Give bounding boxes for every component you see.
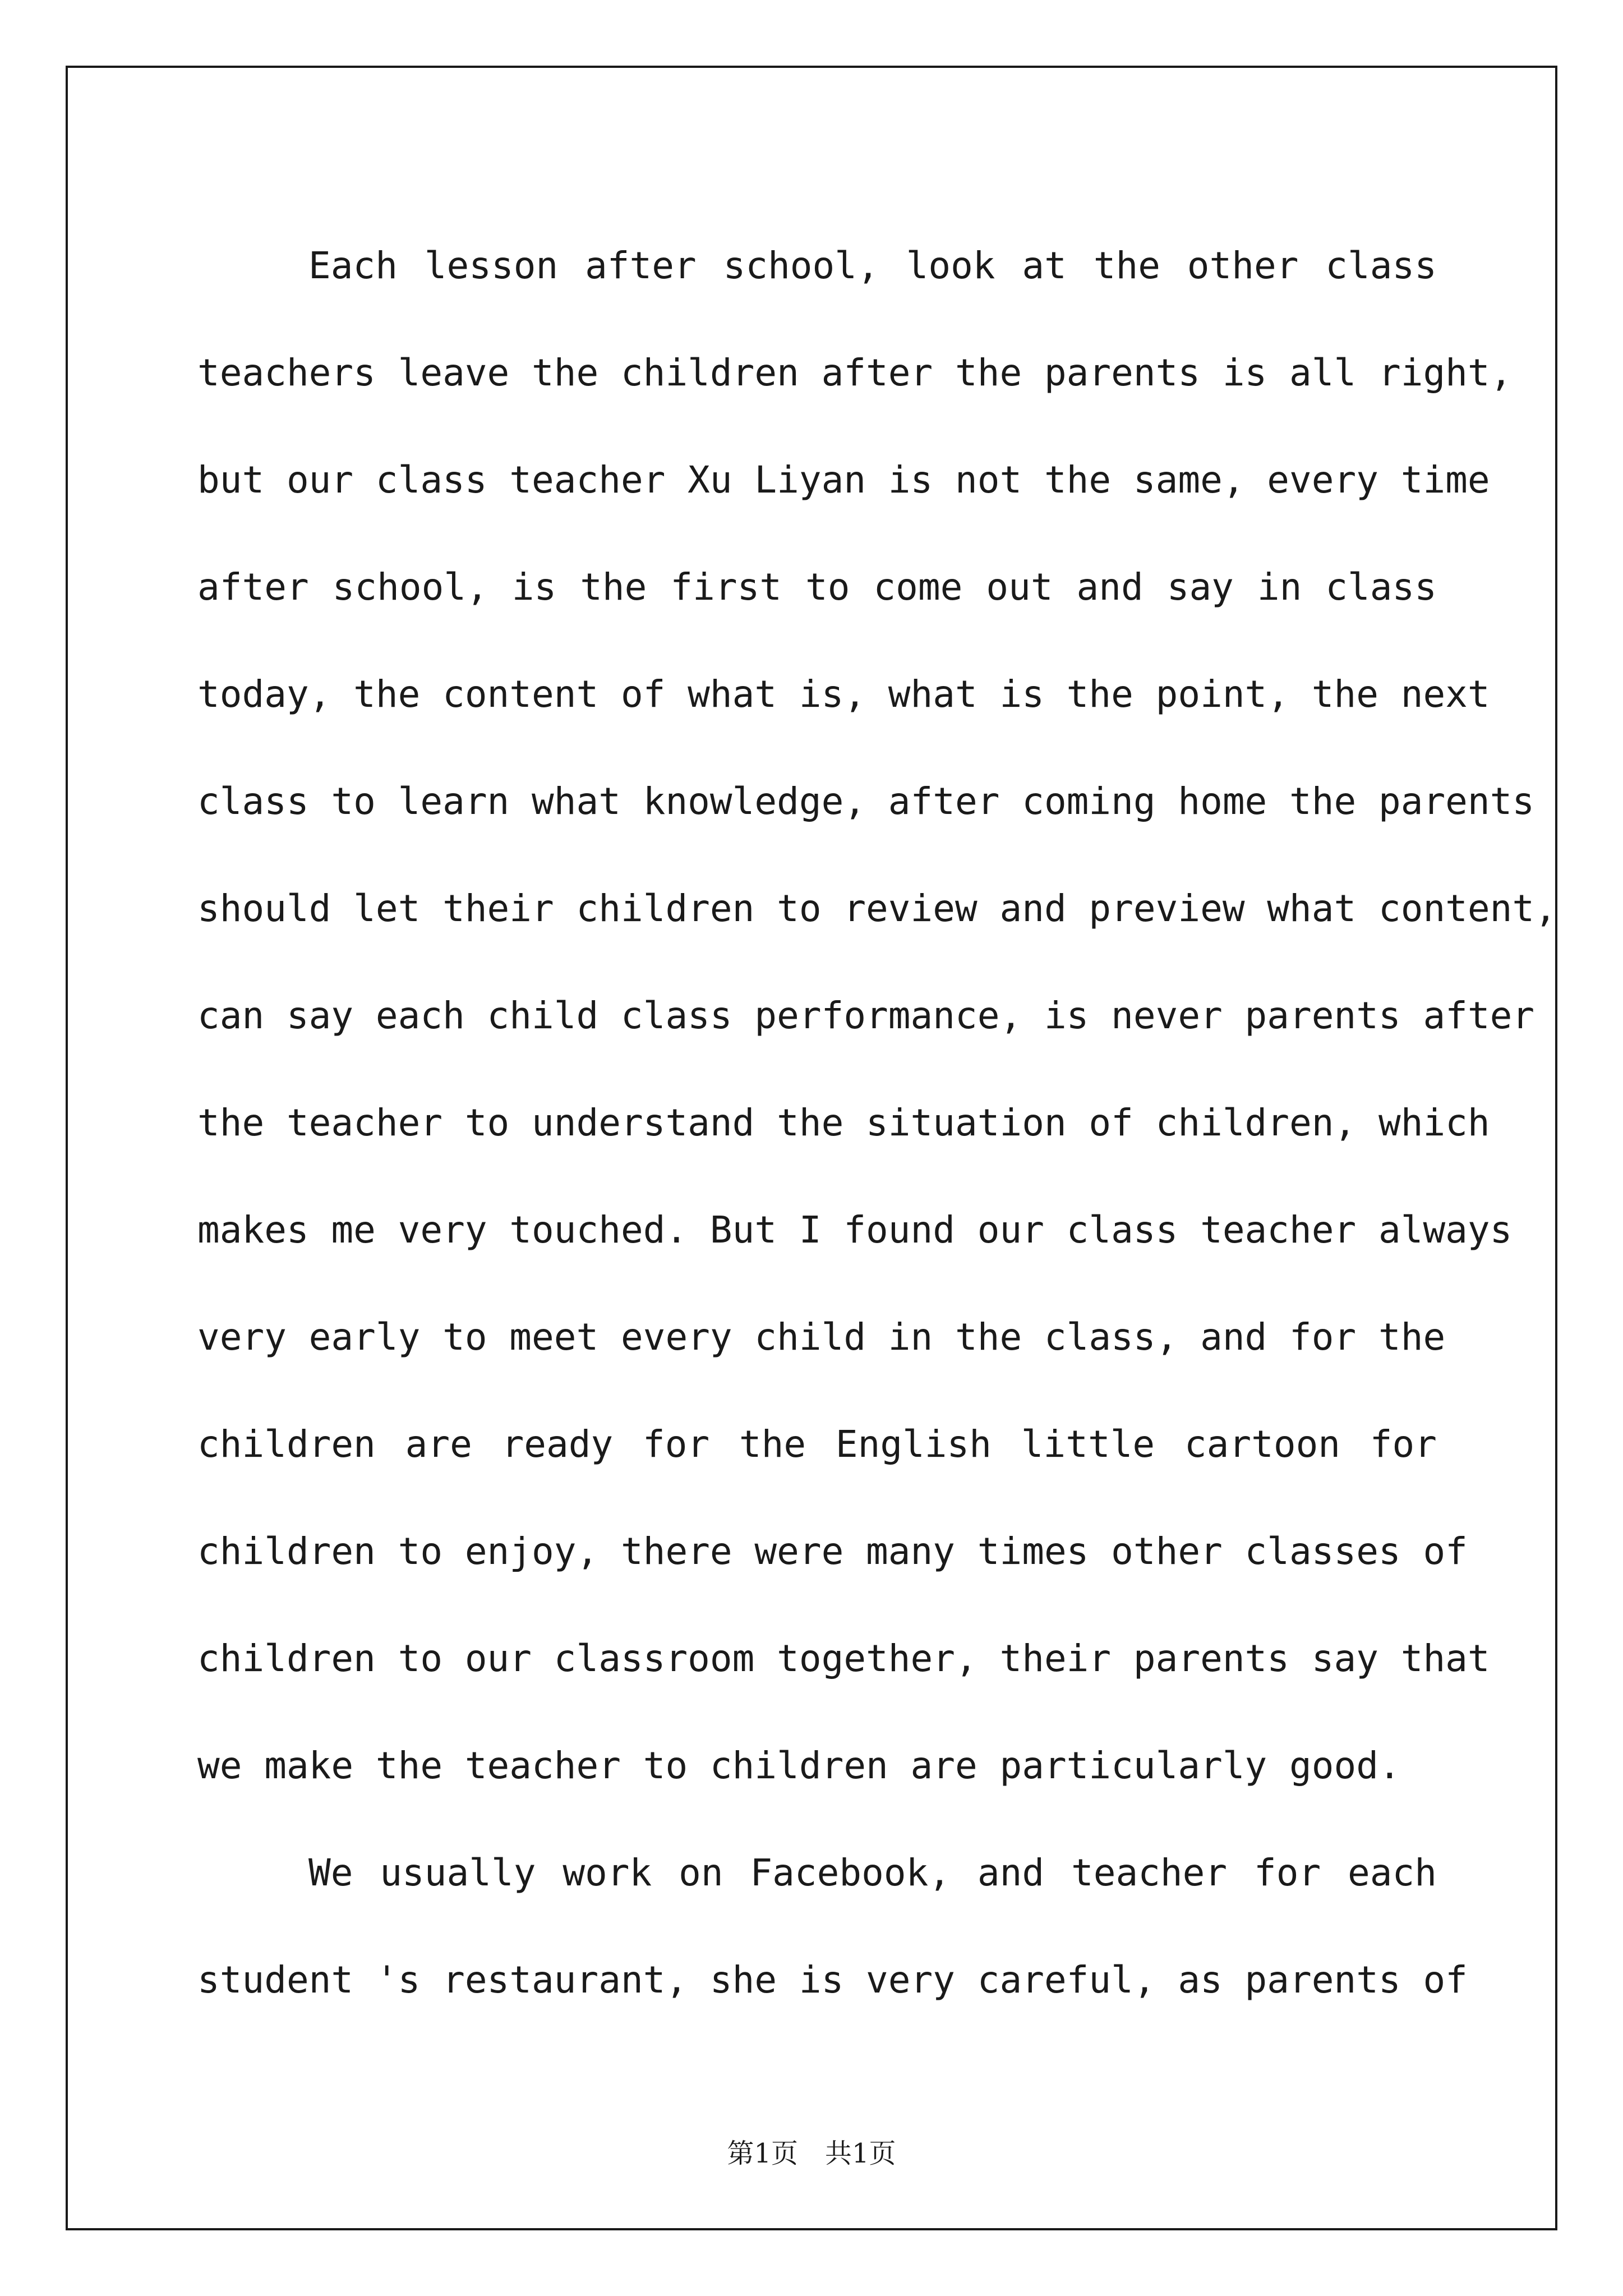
paragraph-1-line-13: children to enjoy, there were many times other classes of xyxy=(197,1530,1468,1573)
paragraph-1-line-8: can say each child class performance, is never parents after xyxy=(197,994,1535,1037)
paragraph-1-line-9: the teacher to understand the situation of children, which xyxy=(197,1101,1490,1144)
paragraph-1-line-6: class to learn what knowledge, after coming home the parents xyxy=(197,780,1535,823)
paragraph-1-line-5: today, the content of what is, what is the point, the next xyxy=(197,673,1490,716)
paragraph-1-line-2: teachers leave the children after the parents is all right, xyxy=(197,351,1513,394)
paragraph-1-line-15: we make the teacher to children are particularly good. xyxy=(197,1744,1401,1787)
document-body xyxy=(197,212,1557,2033)
paragraph-1-line-14: children to our classroom together, their parents say that xyxy=(197,1637,1490,1680)
page-number-footer: 第1页 共1页 xyxy=(727,2138,896,2169)
paragraph-1-line-10: makes me very touched. But I found our class teacher always xyxy=(197,1208,1513,1251)
paragraph-2-line-1: We usually work on Facebook, and teacher for each xyxy=(308,1851,1437,1894)
paragraph-2-line-2: student 's restaurant, she is very careful, as parents of xyxy=(197,1958,1468,2001)
paragraph-1-line-12: children are ready for the English little cartoon for xyxy=(197,1423,1437,1466)
paragraph-1-line-7: should let their children to review and preview what content, xyxy=(197,887,1557,930)
paragraph-1-line-1: Each lesson after school, look at the other class xyxy=(308,244,1437,287)
paragraph-1-line-11: very early to meet every child in the class, and for the xyxy=(197,1315,1446,1359)
paragraph-1-line-3: but our class teacher Xu Liyan is not the same, every time xyxy=(197,458,1490,501)
paragraph-1-line-4: after school, is the first to come out and say in class xyxy=(197,565,1437,609)
